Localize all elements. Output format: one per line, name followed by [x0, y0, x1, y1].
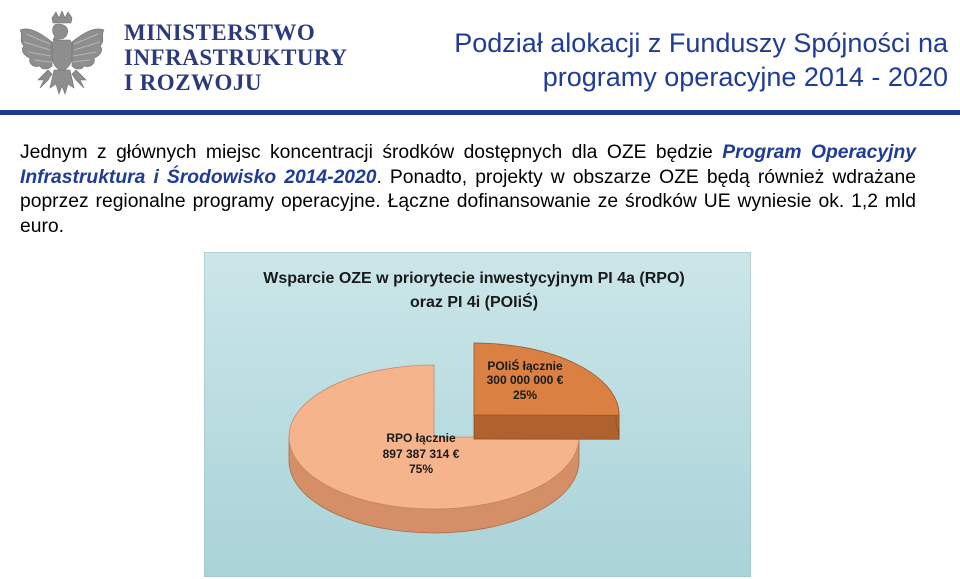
chart-title-line-2: oraz PI 4i (POIiŚ): [409, 294, 539, 311]
ministry-line-2: INFRASTRUKTURY: [124, 45, 348, 70]
polish-eagle-emblem-icon: [14, 10, 110, 102]
slice-label-rpo-name: RPO łącznie: [386, 431, 456, 445]
slice-label-rpo-percent: 75%: [408, 462, 434, 476]
header-divider: [0, 110, 960, 115]
body-text-part-1: Jednym z głównych miejsc koncentracji środków dostępnych dla OZE będzie: [20, 142, 723, 163]
page-title-line-2: programy operacyjne 2014 - 2020: [542, 62, 948, 92]
ministry-line-1: MINISTERSTWO: [124, 20, 316, 45]
header: [0, 0, 960, 112]
page-title: [454, 26, 948, 94]
page-title-line-1: Podział alokacji z Funduszy Spójności na: [454, 28, 948, 58]
body-text-part-2: . Ponadto, projekty w obszarze OZE będą również wdrażane poprzez regionalne programy operacyjne. Łączne dofinansowanie ze środków UE wyniesie ok. 1,2 mld euro.: [20, 166, 916, 237]
ministry-name: [124, 20, 347, 95]
poiis-slice-side-front: [474, 415, 619, 439]
chart-title-line-1: Wsparcie OZE w priorytecie inwestycyjnym PI 4a (RPO): [263, 270, 685, 287]
pie-chart: [204, 252, 751, 577]
program-name-emphasis: Program Operacyjny Infrastruktura i Środowisko 2014-2020: [20, 142, 916, 188]
slice-label-poiis-name: POIiŚ łącznie: [487, 359, 563, 373]
body-paragraph: [20, 141, 916, 239]
ministry-line-3: I ROZWOJU: [124, 70, 263, 95]
slice-label-poiis-percent: 25%: [512, 388, 538, 402]
slice-label-poiis-value: 300 000 000 €: [486, 373, 564, 387]
slice-label-rpo-value: 897 387 314 €: [382, 447, 460, 461]
